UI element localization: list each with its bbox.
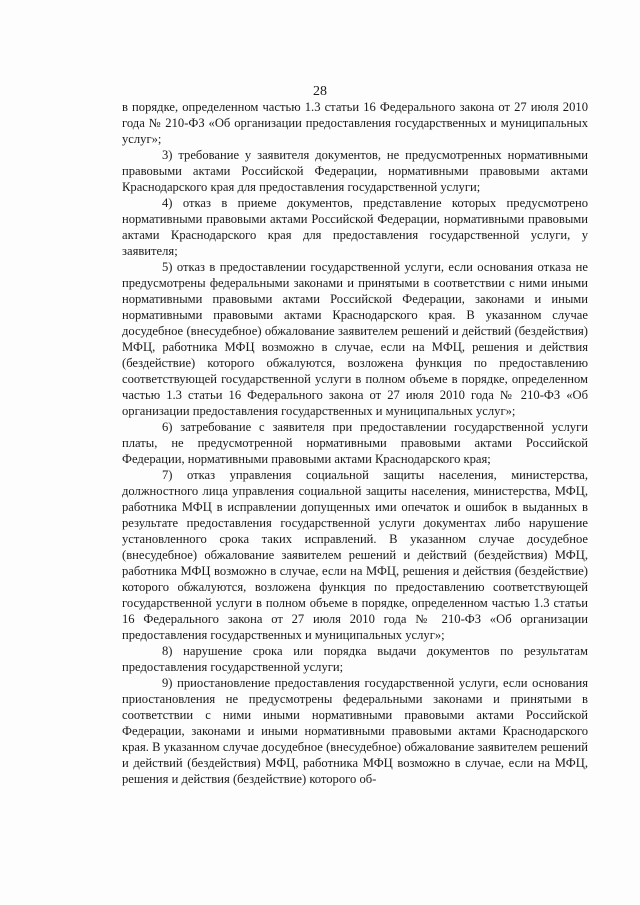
document-body (122, 99, 588, 787)
paragraph-item-3: 3) требование у заявителя документов, не предусмотренных нормативными правовыми актами Российской Федерации, нормативными правовыми актами Краснодарского края для предоставления государственной услуги; (122, 148, 588, 194)
paragraph-item-5: 5) отказ в предоставлении государственной услуги, если основания отказа не предусмотрены федеральными законами и принятыми в соответствии с ними иными нормативными правовыми актами Российской Федерации, законами и иными нормативными правовыми актами Краснодарского края. В указанном случае досудебное (внесудебное) обжалование заявителем решений и действий (бездействия) МФЦ, работника МФЦ возможно в случае, если на МФЦ, решения и действия (бездействие) которого обжалуются, возложена функция по предоставлению соответствующей государственной услуги в полном объеме в порядке, определенном частью 1.3 статьи 16 Федерального закона от 27 июля 2010 года № 210-ФЗ «Об организации предоставления государственных и муниципальных услуг»; (122, 260, 588, 418)
paragraph-item-9: 9) приостановление предоставления государственной услуги, если основания приостановления не предусмотрены федеральными законами и принятыми в соответствии с ними иными нормативными правовыми актами Российской Федерации, законами и иными нормативными правовыми актами Краснодарского края. В указанном случае досудебное (внесудебное) обжалование заявителем решений и действий (бездействия) МФЦ, работника МФЦ возможно в случае, если на МФЦ, решения и действия (бездействие) которого об- (122, 676, 588, 786)
paragraph-item-4: 4) отказ в приеме документов, представление которых предусмотрено нормативными правовыми актами Российской Федерации, нормативными правовыми актами Краснодарского края для предоставления государственной услуги, у заявителя; (122, 196, 588, 258)
paragraph-continuation: в порядке, определенном частью 1.3 статьи 16 Федерального закона от 27 июля 2010 года № 210-ФЗ «Об организации предоставления государственных и муниципальных услуг»; (122, 100, 588, 146)
paragraph-item-7: 7) отказ управления социальной защиты населения, министерства, должностного лица управления социальной защиты населения, министерства, МФЦ, работника МФЦ в исправлении допущенных ими опечаток и ошибок в выданных в результате предоставления государственной услуги документах либо нарушение установленного срока таких исправлений. В указанном случае досудебное (внесудебное) обжалование заявителем решений и действий (бездействия) МФЦ, работника МФЦ возможно в случае, если на МФЦ, решения и действия (бездействие) которого обжалуются, возложена функция по предоставлению соответствующей государственной услуги в полном объеме в порядке, определенном частью 1.3 статьи 16 Федерального закона от 27 июля 2010 года № 210-ФЗ «Об организации предоставления государственных и муниципальных услуг»; (122, 468, 588, 642)
page-number: 28 (313, 84, 327, 99)
paragraph-item-8: 8) нарушение срока или порядка выдачи документов по результатам предоставления государственной услуги; (122, 644, 588, 674)
paragraph-item-6: 6) затребование с заявителя при предоставлении государственной услуги платы, не предусмотренной нормативными правовыми актами Российской Федерации, нормативными правовыми актами Краснодарского края; (122, 420, 588, 466)
